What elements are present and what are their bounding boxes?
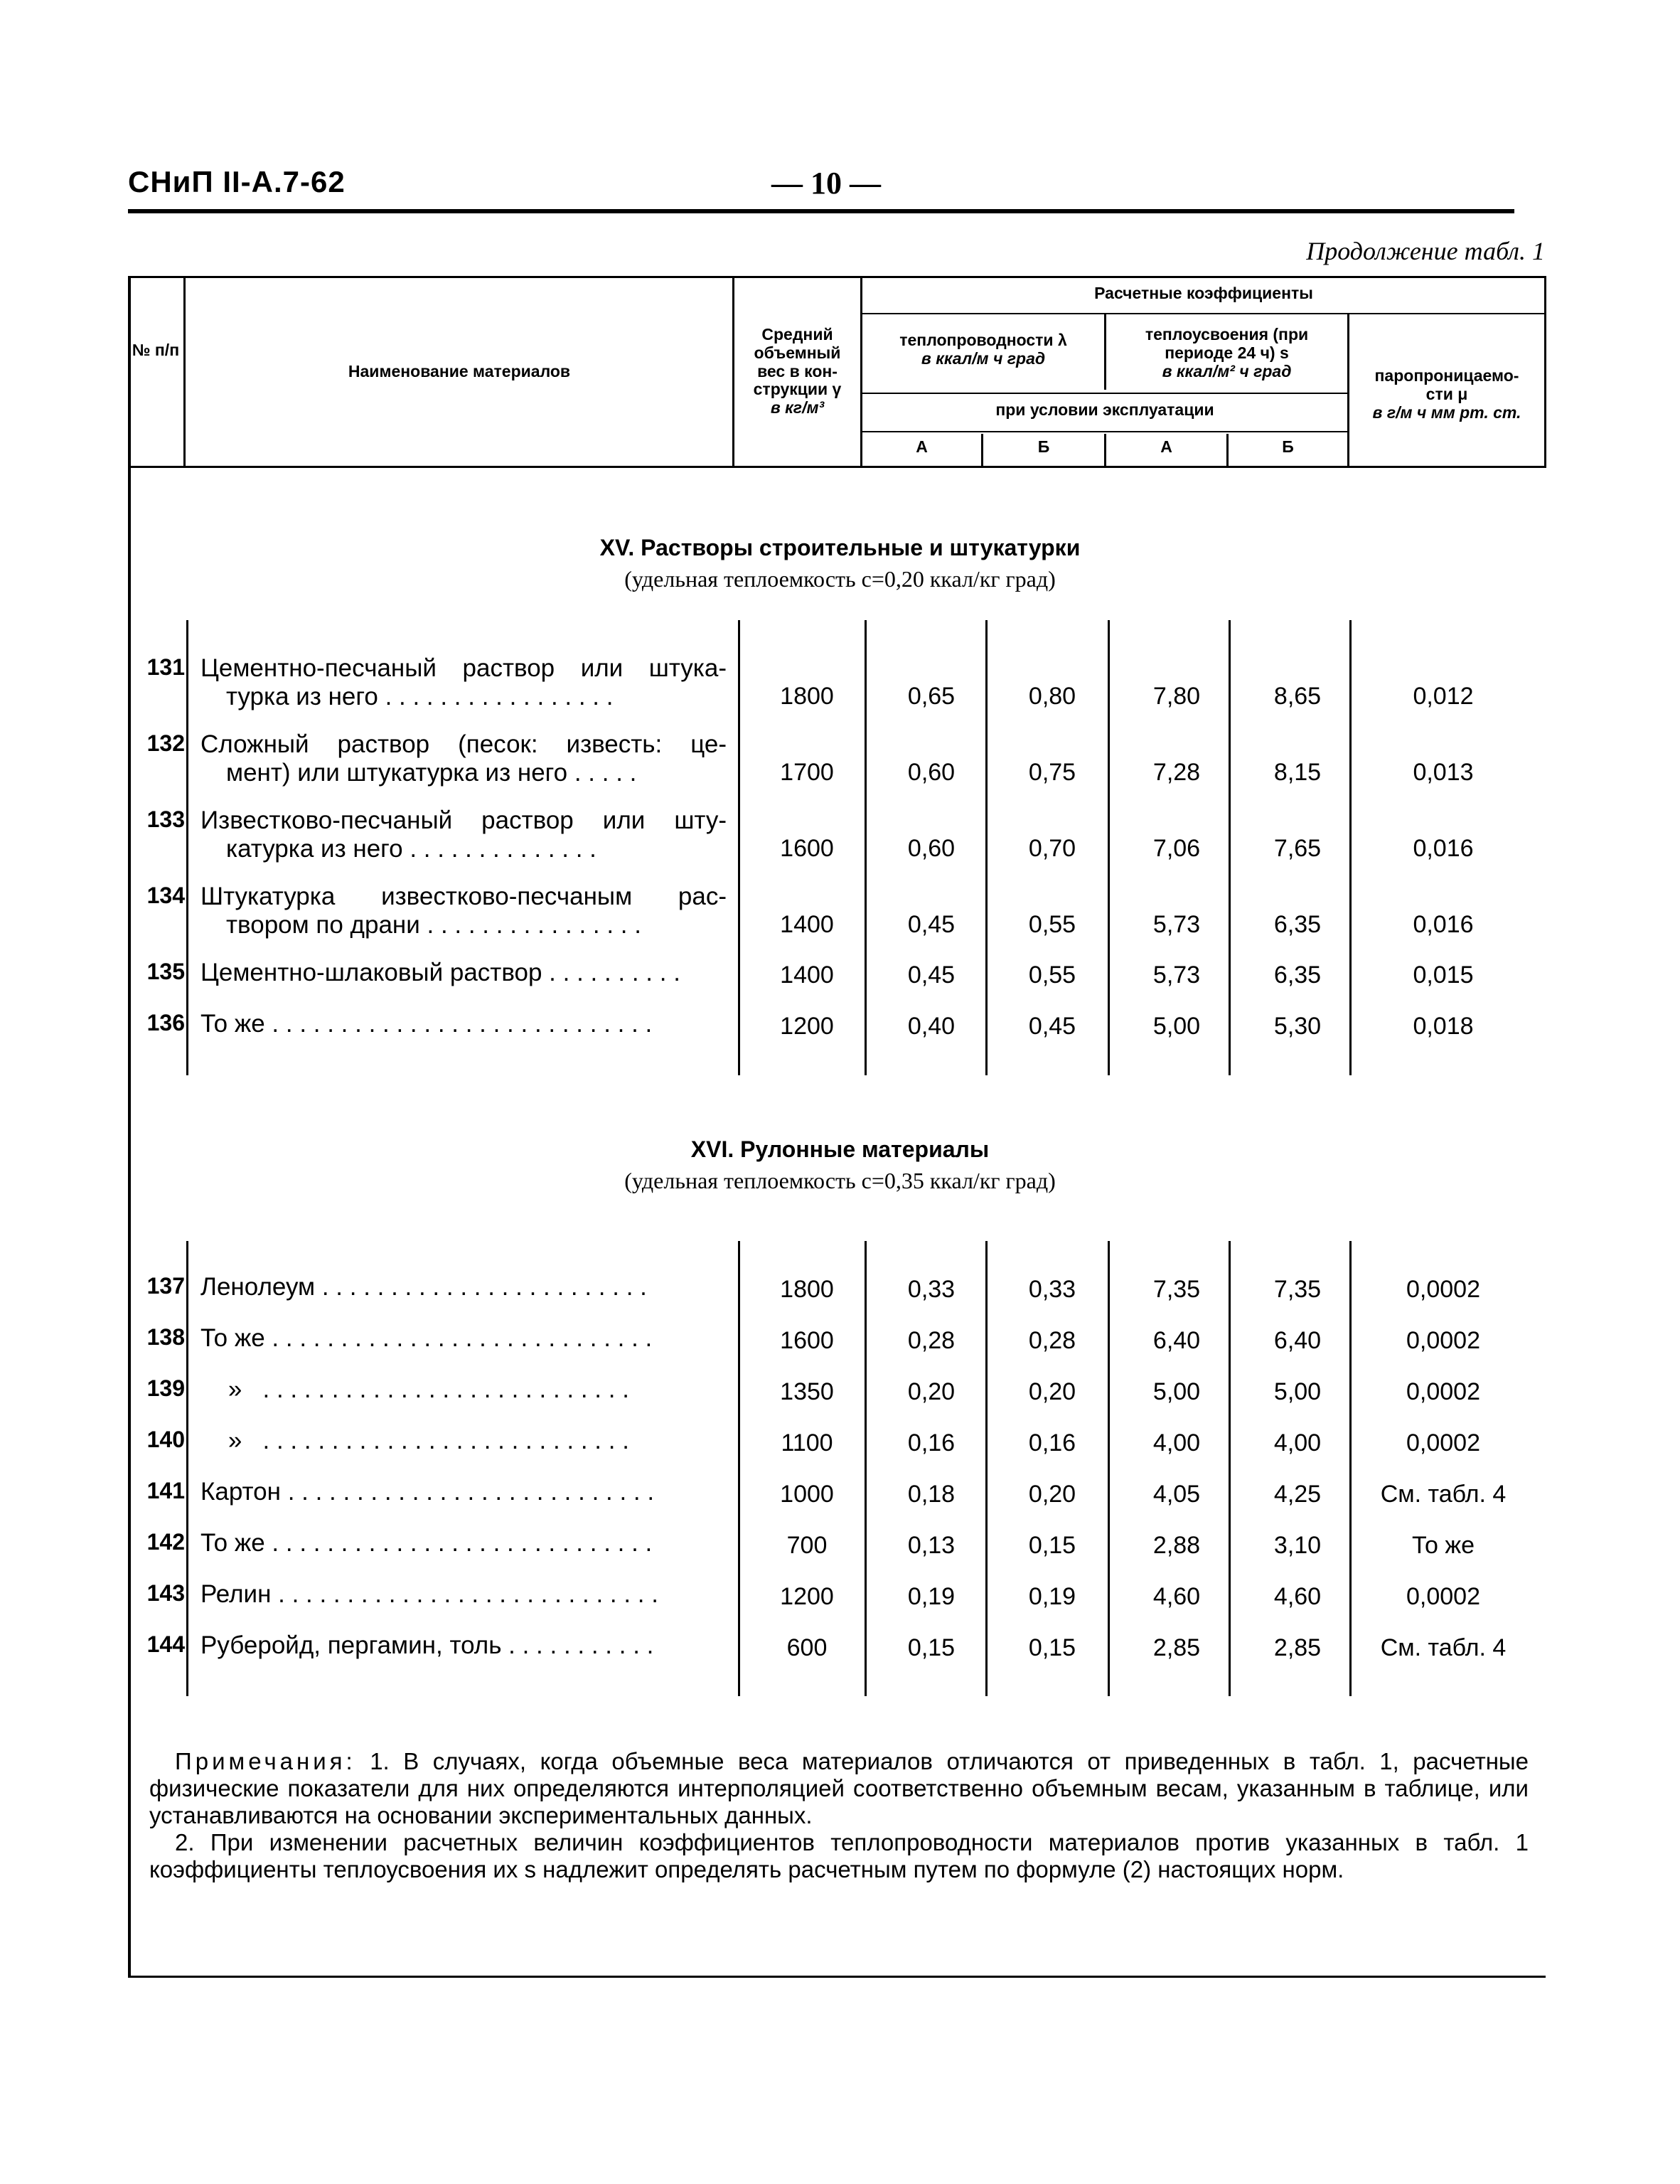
cell-weight: 1400	[780, 911, 834, 938]
cell-conductivity-a: 0,18	[907, 1481, 956, 1508]
column-divider	[738, 1241, 740, 1696]
cell-absorption-a: 7,28	[1152, 759, 1201, 786]
column-divider	[1349, 1241, 1352, 1696]
cell-absorption-b: 5,00	[1273, 1378, 1322, 1405]
note-2: 2. При изменении расчетных величин коэффициентов теплопроводности материалов против указанных в табл. 1 коэффициенты теплоусвоения их s надлежит определять расчетным путем по формуле (2) настоящих норм.	[149, 1829, 1529, 1882]
cell-conductivity-a: 0,65	[907, 683, 956, 710]
cell-absorption-a: 5,00	[1152, 1378, 1201, 1405]
header-num: № п/п	[132, 341, 180, 359]
cell-absorption-a: 2,85	[1152, 1634, 1201, 1661]
section-title: XV. Растворы строительные и штукатурки	[599, 535, 1081, 560]
header-sub-rule	[860, 431, 1349, 432]
header-permeability: паропроницаемо- сти μ в г/м ч мм рт. ст.	[1372, 366, 1521, 422]
material-name: То же . . . . . . . . . . . . . . . . . . . . . . . . . . . .	[200, 1010, 653, 1038]
cell-weight: 1200	[780, 1013, 834, 1040]
row-number: 137	[146, 1273, 185, 1299]
column-divider	[738, 620, 740, 1075]
material-name: Ленолеум . . . . . . . . . . . . . . . . . . . . . . . .	[200, 1273, 647, 1301]
cell-conductivity-a: 0,20	[907, 1378, 956, 1405]
row-number: 144	[146, 1631, 185, 1657]
cell-absorption-a: 4,00	[1152, 1429, 1201, 1456]
cell-absorption-a: 4,05	[1152, 1481, 1201, 1508]
material-name: Сложный раствор (песок: известь: це- мент) или штукатурка из него . . . . .	[200, 730, 727, 787]
cell-absorption-b: 4,60	[1273, 1583, 1322, 1610]
row-number: 139	[146, 1375, 185, 1401]
cell-absorption-b: 3,10	[1273, 1532, 1322, 1559]
cell-absorption-a: 6,40	[1152, 1327, 1201, 1354]
table-header-bottom-rule	[128, 466, 1546, 468]
cell-weight: 700	[786, 1532, 828, 1559]
cell-weight: 1350	[780, 1378, 834, 1405]
document-code: СНиП II-А.7-62	[128, 165, 346, 198]
cell-conductivity-a: 0,19	[907, 1583, 956, 1610]
header-conductivity: теплопроводности λ в ккал/м ч град	[899, 331, 1067, 368]
cell-conductivity-a: 0,60	[907, 759, 956, 786]
row-number: 142	[146, 1529, 185, 1555]
header-absorption: теплоусвоения (при периоде 24 ч) s в ккал/м² ч град	[1145, 325, 1309, 380]
cell-weight: 1800	[780, 683, 834, 710]
column-divider	[865, 1241, 867, 1696]
row-number: 134	[146, 883, 185, 908]
cell-permeability: 0,012	[1413, 683, 1474, 710]
table-frame	[128, 276, 1546, 1978]
cell-permeability: См. табл. 4	[1380, 1481, 1507, 1508]
row-number: 135	[146, 959, 185, 984]
cell-permeability: 0,013	[1413, 759, 1474, 786]
cell-permeability: 0,018	[1413, 1013, 1474, 1040]
column-divider	[186, 1241, 188, 1696]
cell-conductivity-b: 0,80	[1028, 683, 1076, 710]
table-continuation-label: Продолжение табл. 1	[1306, 237, 1545, 265]
cell-weight: 1800	[780, 1276, 834, 1303]
section-subtitle: (удельная теплоемкость c=0,20 ккал/кг град)	[624, 566, 1056, 592]
cell-conductivity-b: 0,75	[1028, 759, 1076, 786]
page-number: — 10 —	[771, 166, 881, 201]
material-name: Известково-песчаный раствор или шту- катурка из него . . . . . . . . . . . . . .	[200, 806, 727, 863]
cell-conductivity-b: 0,15	[1028, 1532, 1076, 1559]
header-rule	[128, 209, 1514, 213]
cell-absorption-b: 7,35	[1273, 1276, 1322, 1303]
cell-absorption-b: 4,00	[1273, 1429, 1322, 1456]
material-name: Релин . . . . . . . . . . . . . . . . . . . . . . . . . . . .	[200, 1580, 658, 1608]
cell-weight: 1400	[780, 962, 834, 989]
cell-absorption-b: 4,25	[1273, 1481, 1322, 1508]
cell-conductivity-a: 0,45	[907, 911, 956, 938]
cell-permeability: 0,0002	[1406, 1583, 1480, 1610]
cell-permeability: 0,016	[1413, 835, 1474, 862]
cell-permeability: 0,0002	[1406, 1378, 1480, 1405]
cell-weight: 1100	[781, 1429, 833, 1456]
column-divider	[985, 1241, 988, 1696]
cell-absorption-a: 5,73	[1152, 962, 1201, 989]
cell-conductivity-a: 0,33	[907, 1276, 956, 1303]
section-title: XVI. Рулонные материалы	[690, 1136, 990, 1162]
column-divider	[186, 620, 188, 1075]
material-name: Цементно-песчаный раствор или штука- турка из него . . . . . . . . . . . . . . . . .	[200, 654, 727, 710]
cell-weight: 1700	[780, 759, 834, 786]
cell-conductivity-b: 0,55	[1028, 962, 1076, 989]
header-sub-b: Б	[1282, 437, 1294, 456]
header-conditions-rule	[860, 393, 1349, 394]
cell-conductivity-b: 0,16	[1028, 1429, 1076, 1456]
material-name: То же . . . . . . . . . . . . . . . . . . . . . . . . . . . .	[200, 1324, 653, 1352]
cell-permeability: См. табл. 4	[1380, 1634, 1507, 1661]
material-name: То же . . . . . . . . . . . . . . . . . . . . . . . . . . . .	[200, 1529, 653, 1557]
cell-absorption-a: 7,06	[1152, 835, 1201, 862]
row-number: 140	[146, 1427, 185, 1452]
cell-absorption-a: 5,73	[1152, 911, 1201, 938]
cell-absorption-b: 6,40	[1273, 1327, 1322, 1354]
header-sub-a: А	[916, 437, 928, 456]
cell-permeability: 0,0002	[1406, 1327, 1480, 1354]
cell-conductivity-a: 0,45	[907, 962, 956, 989]
cell-conductivity-b: 0,19	[1028, 1583, 1076, 1610]
row-number: 141	[146, 1478, 185, 1503]
material-name: » . . . . . . . . . . . . . . . . . . . . . . . . . . .	[200, 1427, 629, 1454]
cell-weight: 1600	[780, 835, 834, 862]
cell-conductivity-b: 0,55	[1028, 911, 1076, 938]
row-number: 136	[146, 1010, 185, 1035]
cell-absorption-a: 7,80	[1152, 683, 1201, 710]
header-sub-a: А	[1160, 437, 1172, 456]
header-weight: Средний объемный вес в кон- струкции γ в кг/м³	[753, 325, 842, 417]
header-conditions: при условии эксплуатации	[995, 400, 1214, 419]
note-1: Примечания: 1. В случаях, когда объемные веса материалов отличаются от приведенных в табл. 1, расчетные физические показатели для них определяются интерполяцией соответственно объемным весам, указанным в таблице, или устанавливаются на основании экспериментальных данных.	[149, 1748, 1529, 1828]
header-sub-b: Б	[1037, 437, 1050, 456]
row-number: 131	[146, 654, 185, 680]
header-coefficients-group: Расчетные коэффициенты	[1094, 284, 1313, 302]
cell-absorption-b: 2,85	[1273, 1634, 1322, 1661]
material-name: Цементно-шлаковый раствор . . . . . . . . . .	[200, 959, 680, 986]
cell-weight: 1200	[780, 1583, 834, 1610]
column-divider	[1108, 1241, 1110, 1696]
cell-permeability: 0,0002	[1406, 1276, 1480, 1303]
cell-conductivity-a: 0,28	[907, 1327, 956, 1354]
material-name: Штукатурка известково-песчаным рас- твором по драни . . . . . . . . . . . . . . . .	[200, 883, 727, 939]
cell-conductivity-b: 0,33	[1028, 1276, 1076, 1303]
cell-conductivity-a: 0,40	[907, 1013, 956, 1040]
material-name: Руберойд, пергамин, толь . . . . . . . . . . .	[200, 1631, 654, 1659]
cell-absorption-b: 7,65	[1273, 835, 1322, 862]
cell-weight: 600	[786, 1634, 828, 1661]
cell-absorption-a: 7,35	[1152, 1276, 1201, 1303]
cell-permeability: 0,016	[1413, 911, 1474, 938]
material-name: » . . . . . . . . . . . . . . . . . . . . . . . . . . .	[200, 1375, 629, 1403]
material-name: Картон . . . . . . . . . . . . . . . . . . . . . . . . . . .	[200, 1478, 655, 1506]
cell-permeability: То же	[1411, 1532, 1475, 1559]
cell-conductivity-a: 0,60	[907, 835, 956, 862]
notes-block	[149, 1748, 1529, 1883]
row-number: 132	[146, 730, 185, 756]
row-number: 138	[146, 1324, 185, 1350]
cell-absorption-b: 6,35	[1273, 962, 1322, 989]
row-number: 143	[146, 1580, 185, 1606]
cell-weight: 1000	[780, 1481, 834, 1508]
cell-conductivity-b: 0,20	[1028, 1481, 1076, 1508]
cell-absorption-b: 8,65	[1273, 683, 1322, 710]
cell-conductivity-b: 0,70	[1028, 835, 1076, 862]
cell-absorption-b: 6,35	[1273, 911, 1322, 938]
cell-conductivity-b: 0,28	[1028, 1327, 1076, 1354]
header-name: Наименование материалов	[348, 362, 571, 380]
cell-absorption-b: 8,15	[1273, 759, 1322, 786]
table-top-rule	[128, 276, 1546, 278]
cell-conductivity-a: 0,16	[907, 1429, 956, 1456]
cell-conductivity-b: 0,45	[1028, 1013, 1076, 1040]
cell-absorption-b: 5,30	[1273, 1013, 1322, 1040]
row-number: 133	[146, 806, 185, 832]
cell-absorption-a: 2,88	[1152, 1532, 1201, 1559]
cell-permeability: 0,015	[1413, 962, 1474, 989]
cell-conductivity-a: 0,15	[907, 1634, 956, 1661]
section-subtitle: (удельная теплоемкость c=0,35 ккал/кг град)	[624, 1168, 1056, 1193]
cell-conductivity-b: 0,15	[1028, 1634, 1076, 1661]
cell-conductivity-b: 0,20	[1028, 1378, 1076, 1405]
cell-weight: 1600	[780, 1327, 834, 1354]
table-right-border	[1544, 276, 1546, 468]
cell-absorption-a: 4,60	[1152, 1583, 1201, 1610]
cell-absorption-a: 5,00	[1152, 1013, 1201, 1040]
cell-permeability: 0,0002	[1406, 1429, 1480, 1456]
header-col-divider	[183, 276, 186, 468]
cell-conductivity-a: 0,13	[907, 1532, 956, 1559]
column-divider	[1229, 1241, 1231, 1696]
header-group-rule	[860, 313, 1546, 314]
